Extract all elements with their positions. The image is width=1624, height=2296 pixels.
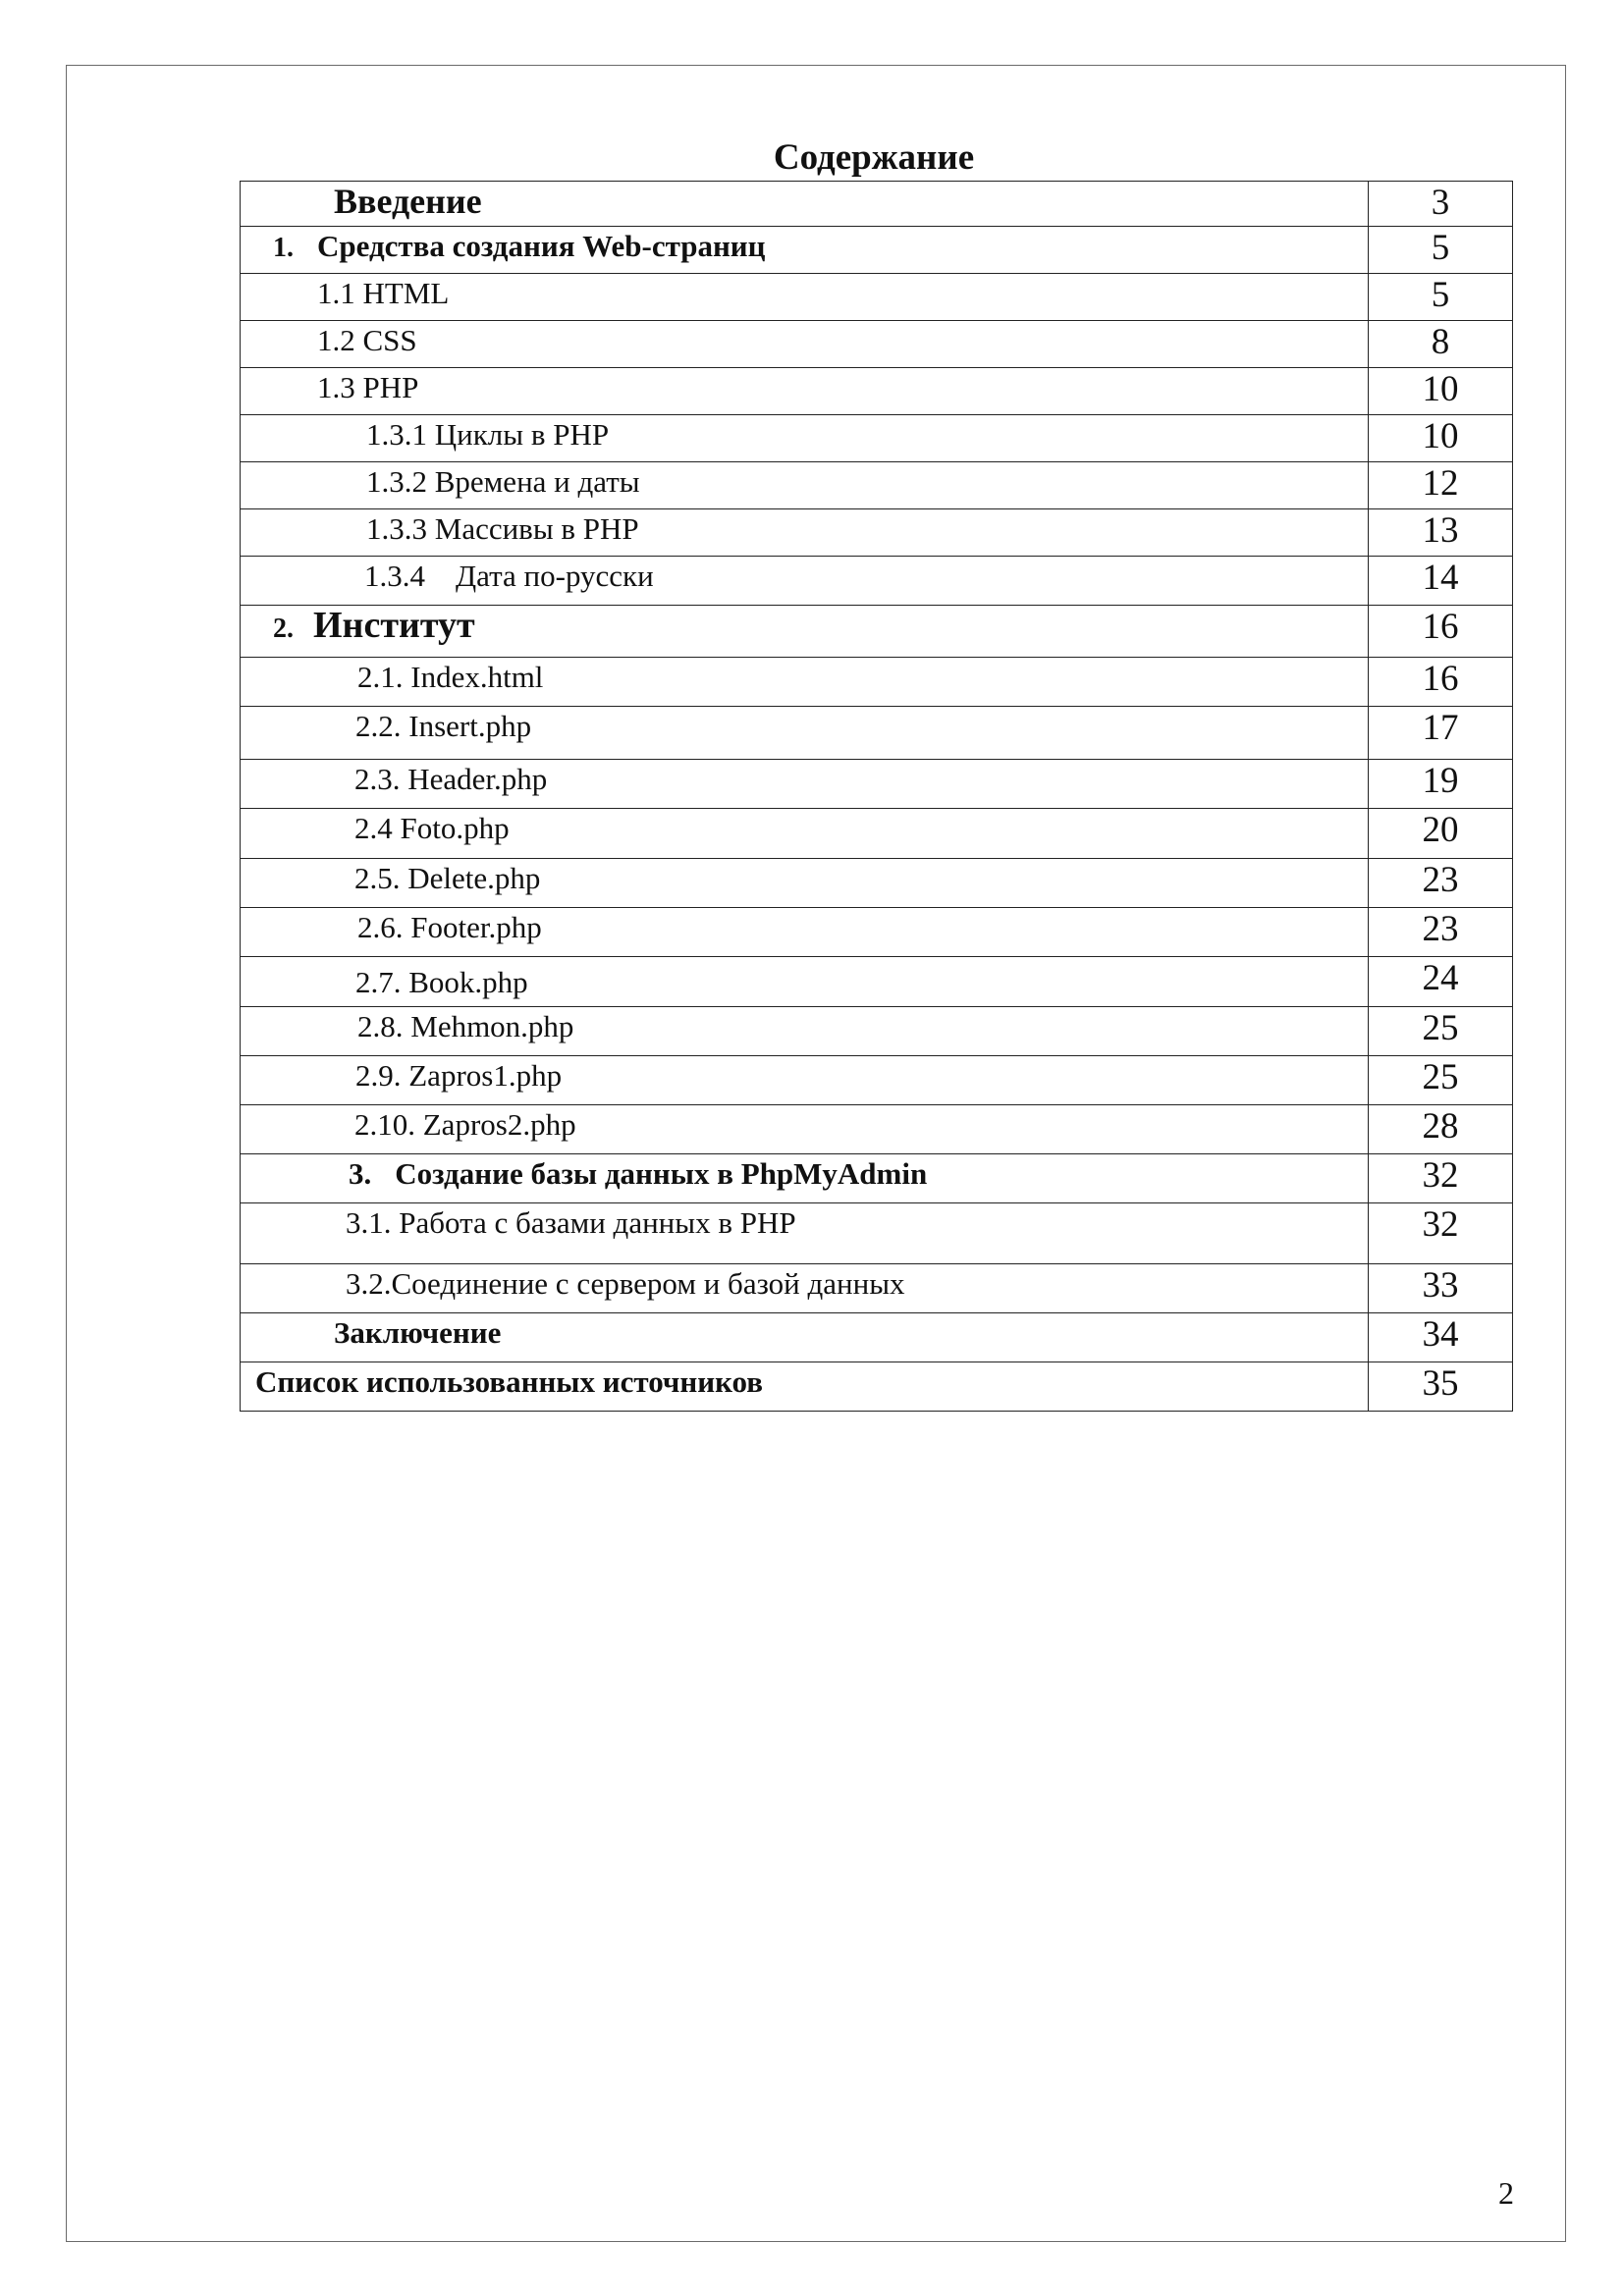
toc-entry-text: Институт xyxy=(313,605,475,646)
toc-page-number: 12 xyxy=(1369,462,1513,509)
toc-entry-label[interactable]: 1.2 CSS xyxy=(241,321,1369,368)
toc-row xyxy=(241,957,1513,1007)
toc-page-number: 10 xyxy=(1369,368,1513,415)
toc-row xyxy=(241,321,1513,368)
toc-entry-number: 2. xyxy=(273,614,294,644)
toc-entry-label[interactable]: Введение xyxy=(241,182,1369,227)
toc-page-number: 25 xyxy=(1369,1056,1513,1105)
toc-page-number: 3 xyxy=(1369,182,1513,227)
toc-row xyxy=(241,859,1513,908)
toc-row xyxy=(241,415,1513,462)
toc-row xyxy=(241,658,1513,707)
toc-entry-label[interactable] xyxy=(241,606,1369,658)
toc-page-number: 20 xyxy=(1369,809,1513,859)
toc-row xyxy=(241,227,1513,274)
toc-row xyxy=(241,1154,1513,1203)
toc-entry-label[interactable]: 1.3.4 Дата по-русски xyxy=(241,557,1369,606)
toc-row xyxy=(241,707,1513,760)
toc-entry-label[interactable]: 2.8. Mehmon.php xyxy=(241,1007,1369,1056)
toc-page-number: 16 xyxy=(1369,658,1513,707)
toc-page-number: 23 xyxy=(1369,908,1513,957)
toc-entry-label[interactable]: Список использованных источников xyxy=(241,1362,1369,1412)
toc-row xyxy=(241,1056,1513,1105)
toc-page-number: 8 xyxy=(1369,321,1513,368)
toc-page-number: 23 xyxy=(1369,859,1513,908)
toc-row xyxy=(241,182,1513,227)
toc-entry-text: Создание базы данных в PhpMyAdmin xyxy=(395,1156,928,1191)
toc-entry-label[interactable]: 2.4 Foto.php xyxy=(241,809,1369,859)
toc-page-number: 32 xyxy=(1369,1154,1513,1203)
toc-entry-label[interactable]: Заключение xyxy=(241,1313,1369,1362)
toc-row xyxy=(241,1203,1513,1264)
toc-row xyxy=(241,462,1513,509)
toc-entry-label[interactable]: 2.10. Zapros2.php xyxy=(241,1105,1369,1154)
toc-row xyxy=(241,274,1513,321)
toc-row xyxy=(241,908,1513,957)
toc-row xyxy=(241,509,1513,557)
toc-page-number: 33 xyxy=(1369,1264,1513,1313)
toc-page-number: 35 xyxy=(1369,1362,1513,1412)
toc-row xyxy=(241,1313,1513,1362)
toc-table xyxy=(240,181,1513,1412)
toc-page-number: 13 xyxy=(1369,509,1513,557)
toc-title: Содержание xyxy=(773,137,975,178)
toc-page-number: 5 xyxy=(1369,227,1513,274)
toc-page-number: 10 xyxy=(1369,415,1513,462)
toc-entry-label[interactable]: 2.6. Footer.php xyxy=(241,908,1369,957)
toc-page-number: 34 xyxy=(1369,1313,1513,1362)
toc-entry-number: 3. xyxy=(349,1156,372,1191)
toc-row xyxy=(241,1264,1513,1313)
toc-page-number: 24 xyxy=(1369,957,1513,1007)
toc-page-number: 17 xyxy=(1369,707,1513,760)
toc-entry-label[interactable]: 1.3.3 Массивы в PHP xyxy=(241,509,1369,557)
toc-row xyxy=(241,368,1513,415)
toc-row xyxy=(241,760,1513,809)
toc-row xyxy=(241,606,1513,658)
toc-row xyxy=(241,1362,1513,1412)
toc-entry-label[interactable]: 2.1. Index.html xyxy=(241,658,1369,707)
page-number: 2 xyxy=(1498,2175,1514,2211)
toc-page-number: 14 xyxy=(1369,557,1513,606)
toc-row xyxy=(241,1105,1513,1154)
toc-entry-label[interactable]: 1.3.1 Циклы в PHP xyxy=(241,415,1369,462)
toc-row xyxy=(241,1007,1513,1056)
toc-entry-label[interactable]: 1.3.2 Времена и даты xyxy=(241,462,1369,509)
toc-entry-label[interactable]: 2.7. Book.php xyxy=(241,957,1369,1007)
toc-row xyxy=(241,809,1513,859)
toc-entry-label[interactable]: 1.1 HTML xyxy=(241,274,1369,321)
toc-entry-label[interactable] xyxy=(241,227,1369,274)
toc-page-number: 25 xyxy=(1369,1007,1513,1056)
toc-entry-label[interactable]: 3.2.Соединение с сервером и базой данных xyxy=(241,1264,1369,1313)
toc-entry-number: 1. xyxy=(273,233,294,263)
toc-page-number: 19 xyxy=(1369,760,1513,809)
toc-entry-label[interactable]: 3.1. Работа с базами данных в PHP xyxy=(241,1203,1369,1264)
toc-page-number: 16 xyxy=(1369,606,1513,658)
toc-entry-label[interactable]: 1.3 PHP xyxy=(241,368,1369,415)
toc-page-number: 32 xyxy=(1369,1203,1513,1264)
toc-entry-label[interactable]: 2.5. Delete.php xyxy=(241,859,1369,908)
toc-entry-label[interactable]: 2.3. Header.php xyxy=(241,760,1369,809)
toc-entry-text: Средства создания Web-страниц xyxy=(317,229,766,263)
toc-entry-label[interactable]: 2.2. Insert.php xyxy=(241,707,1369,760)
toc-page-number: 5 xyxy=(1369,274,1513,321)
toc-page-number: 28 xyxy=(1369,1105,1513,1154)
toc-row xyxy=(241,557,1513,606)
toc-entry-label[interactable]: 2.9. Zapros1.php xyxy=(241,1056,1369,1105)
toc-entry-label[interactable] xyxy=(241,1154,1369,1203)
